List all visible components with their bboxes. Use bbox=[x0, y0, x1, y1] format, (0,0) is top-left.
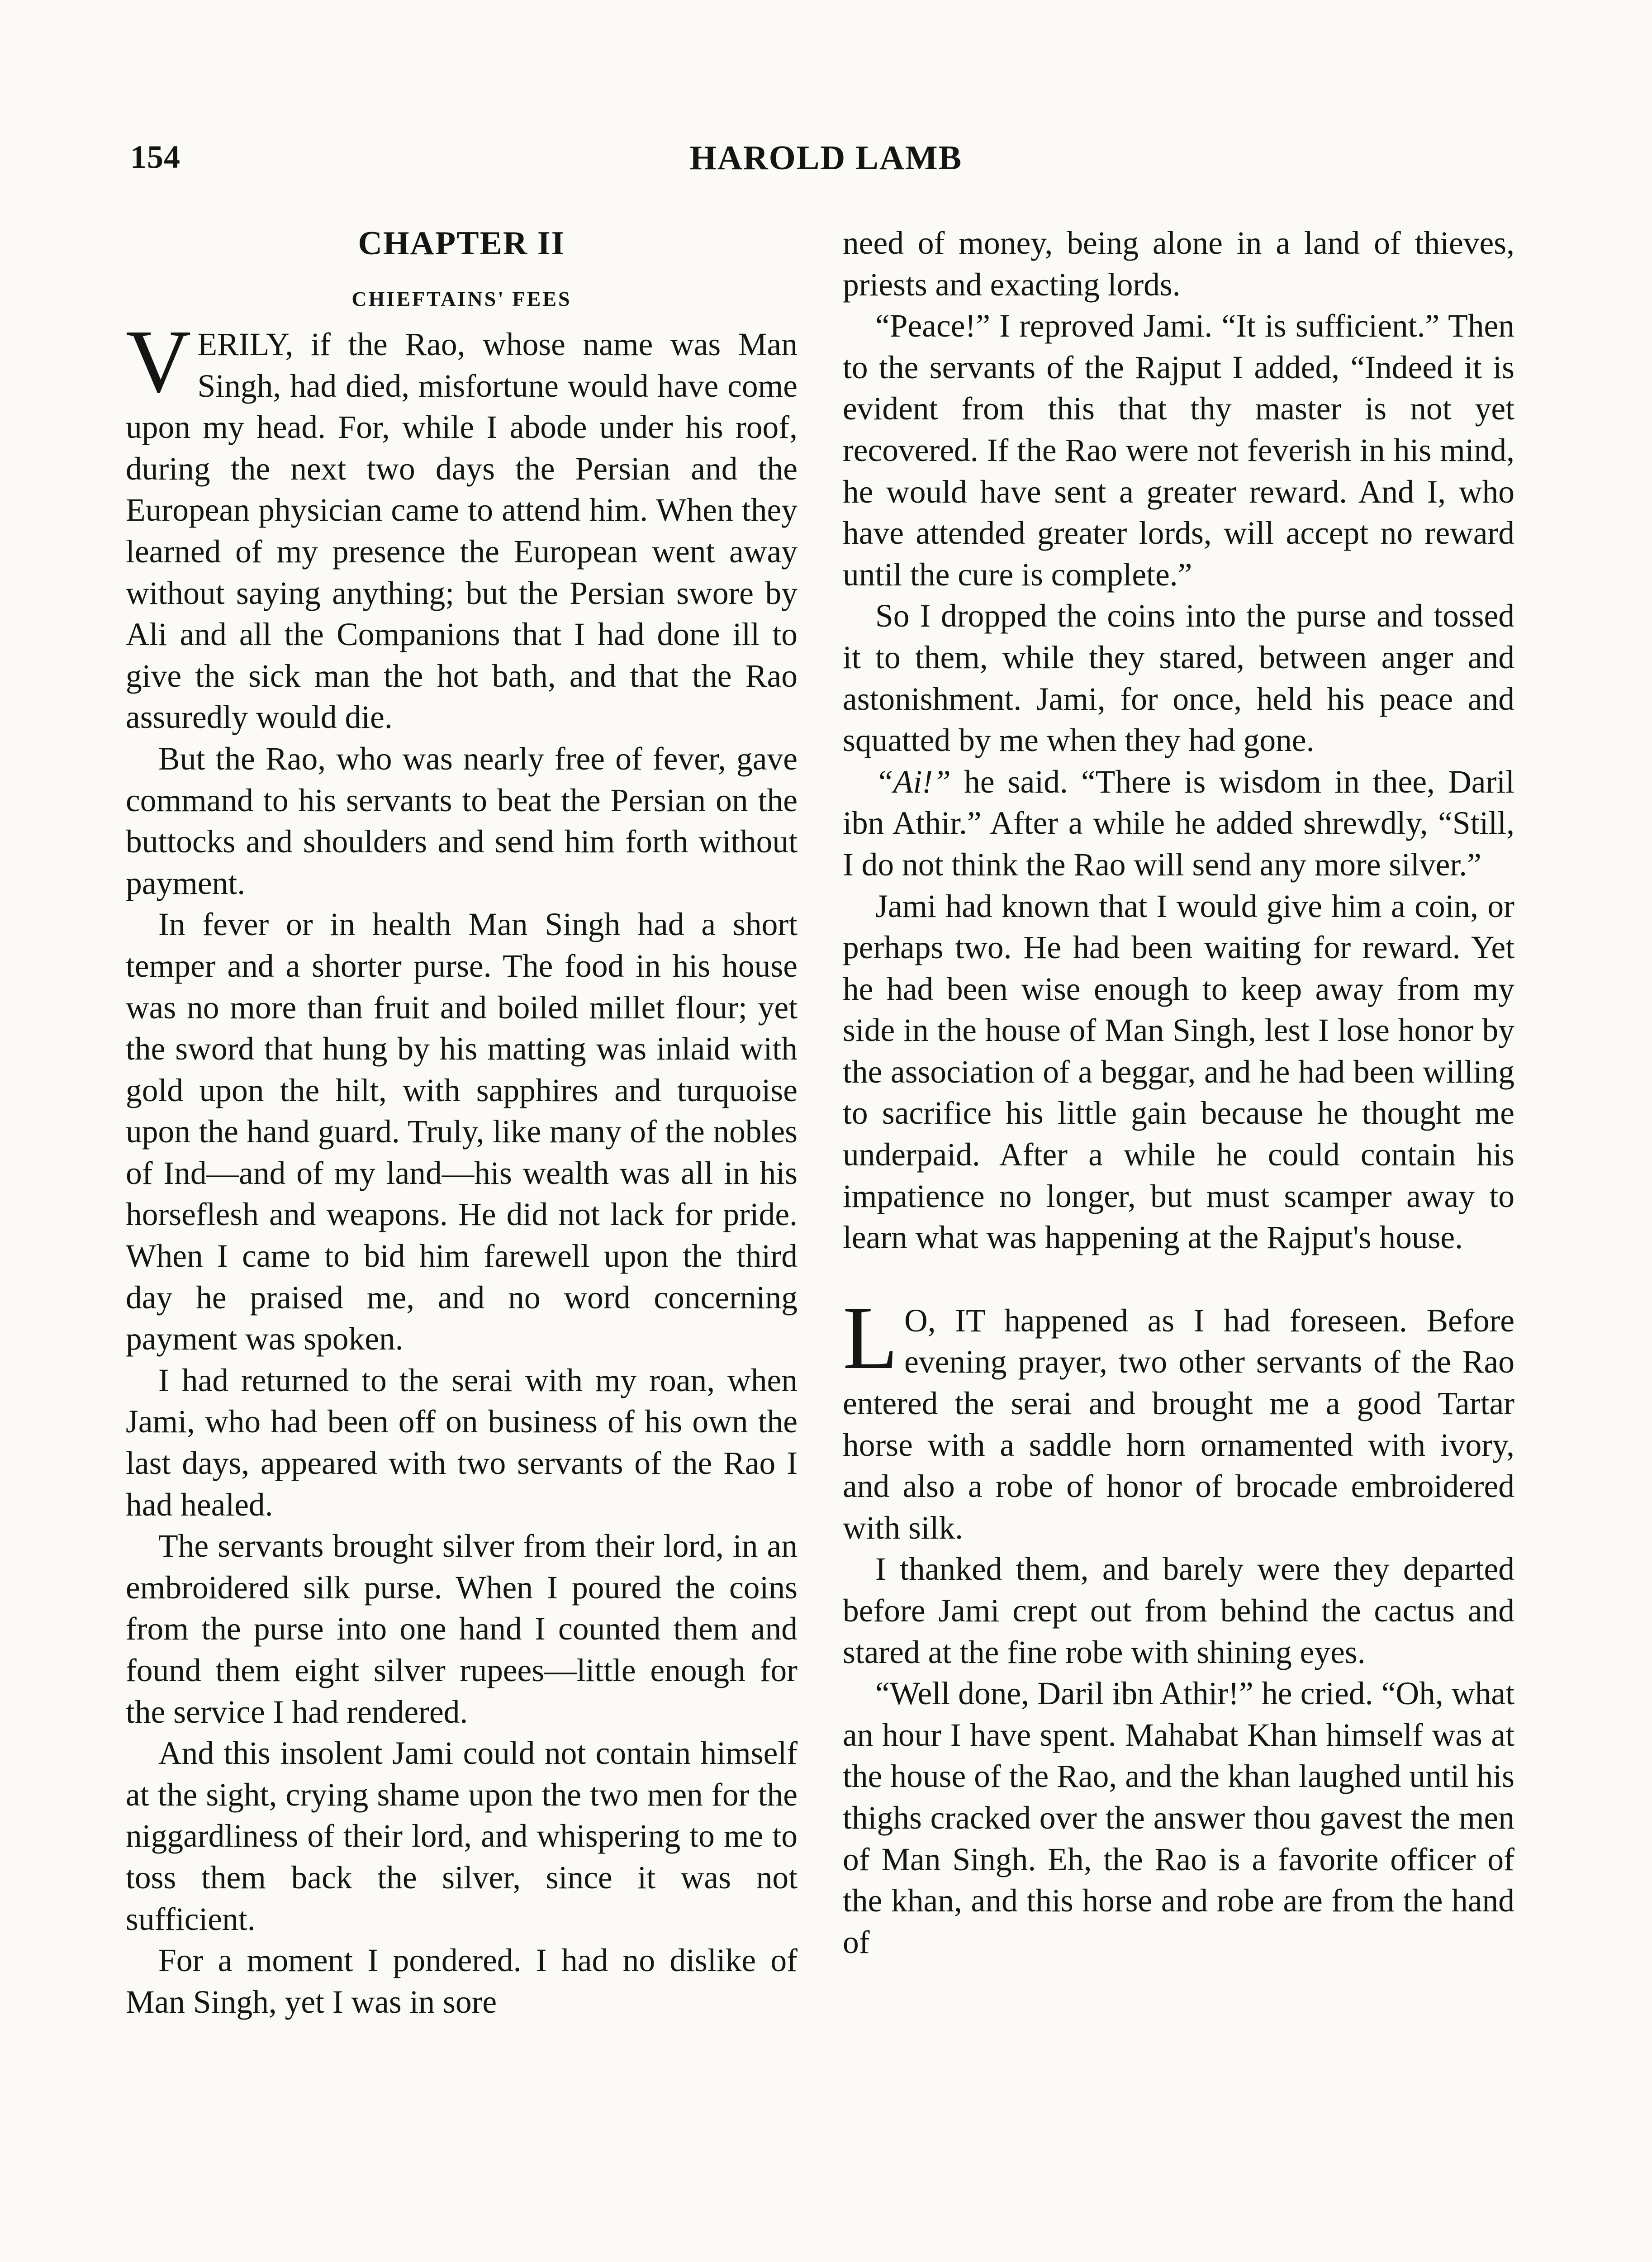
paragraph: “Peace!” I reproved Jami. “It is sufficient.” Then to the servants of the Rajput I added, “Indeed it is evident from this that thy master is not yet recovered. If the Rao were not feverish in his mind, he would have sent a greater reward. And I, who have attended greater lords, will accept no reward until the cure is complete.” bbox=[843, 308, 1514, 593]
drop-cap: V bbox=[126, 312, 191, 412]
paragraph-text: ERILY, if the Rao, whose name was Man Singh, had died, misfortune would have come upon my head. For, while I abode under his roof, during the next two days the Persian and the European physician came to attend him. When they learned of my presence the European went away without saying anything; but the Persian swore by Ali and all the Companions that I had done ill to give the sick man the hot bath, and that the Rao assuredly would die. bbox=[126, 327, 798, 736]
paragraph-text: he said. “There is wisdom in thee, Daril ibn Athir.” After a while he added shrewdly, “Still, I do not think the Rao will send any more silver.” bbox=[843, 764, 1514, 883]
paragraph bbox=[843, 761, 1514, 886]
paragraph-text: O, IT happened as I had foreseen. Before evening prayer, two other servants of the Rao entered the serai and brought me a good Tartar horse with a saddle horn ornamented with ivory, and also a robe of honor of brocade embroidered with silk. bbox=[843, 1302, 1514, 1546]
chapter-title: CHAPTER II bbox=[358, 225, 565, 262]
chapter-subtitle: CHIEFTAINS' FEES bbox=[351, 287, 572, 310]
right-column bbox=[843, 223, 1514, 1963]
paragraph: And this insolent Jami could not contain himself at the sight, crying shame upon the two men for the niggardliness of their lord, and whispering to me to toss them back the silver, since it was not sufficient. bbox=[126, 1735, 798, 1937]
section-break bbox=[843, 1259, 1514, 1300]
italic-exclamation: “Ai!” bbox=[875, 764, 951, 800]
page-number: 154 bbox=[130, 139, 180, 175]
paragraph: Jami had known that I would give him a coin, or perhaps two. He had been waiting for reward. Yet he had been wise enough to keep away from my side in the house of Man Singh, lest I lose honor by the association of a beggar, and he had been willing to sacrifice his little gain because he thought me underpaid. After a while he could contain his impatience no longer, but must scamper away to learn what was happening at the Rajput's house. bbox=[843, 888, 1514, 1256]
drop-cap: L bbox=[843, 1288, 898, 1388]
paragraph: I had returned to the serai with my roan, when Jami, who had been off on business of his own the last days, appeared with two servants of the Rao I had healed. bbox=[126, 1362, 798, 1523]
left-column bbox=[126, 223, 798, 2023]
paragraph: But the Rao, who was nearly free of fever, gave command to his servants to beat the Persian on the buttocks and shoulders and send him forth without payment. bbox=[126, 741, 798, 901]
paragraph: In fever or in health Man Singh had a short temper and a shorter purse. The food in his house was no more than fruit and boiled millet flour; yet the sword that hung by his matting was inlaid with gold upon the hilt, with sapphires and turquoise upon the hand guard. Truly, like many of the nobles of Ind—and of my land—his wealth was all in his horseflesh and weapons. He did not lack for pride. When I came to bid him farewell upon the third day he praised me, and no word concerning payment was spoken. bbox=[126, 907, 798, 1357]
paragraph: So I dropped the coins into the purse and tossed it to them, while they stared, between anger and astonishment. Jami, for once, held his peace and squatted by me when they had gone. bbox=[843, 598, 1514, 759]
paragraph: need of money, being alone in a land of thieves, priests and exacting lords. bbox=[843, 225, 1514, 303]
paragraph: The servants brought silver from their lord, in an embroidered silk purse. When I poured the coins from the purse into one hand I counted them and found them eight silver rupees—little enough for the service I had rendered. bbox=[126, 1528, 798, 1730]
paragraph bbox=[126, 312, 798, 738]
page-header bbox=[130, 138, 1522, 188]
paragraph: I thanked them, and barely were they departed before Jami crept out from behind the cactus and stared at the fine robe with shining eyes. bbox=[843, 1551, 1514, 1670]
running-head: HAROLD LAMB bbox=[689, 139, 963, 177]
paragraph bbox=[843, 1288, 1514, 1549]
paragraph: “Well done, Daril ibn Athir!” he cried. “Oh, what an hour I have spent. Mahabat Khan himself was at the house of the Rao, and the khan laughed until his thighs cracked over the answer thou gavest the men of Man Singh. Eh, the Rao is a favorite officer of the khan, and this horse and robe are from the hand of bbox=[843, 1676, 1514, 1960]
paragraph: For a moment I pondered. I had no dislike of Man Singh, yet I was in sore bbox=[126, 1943, 798, 2020]
